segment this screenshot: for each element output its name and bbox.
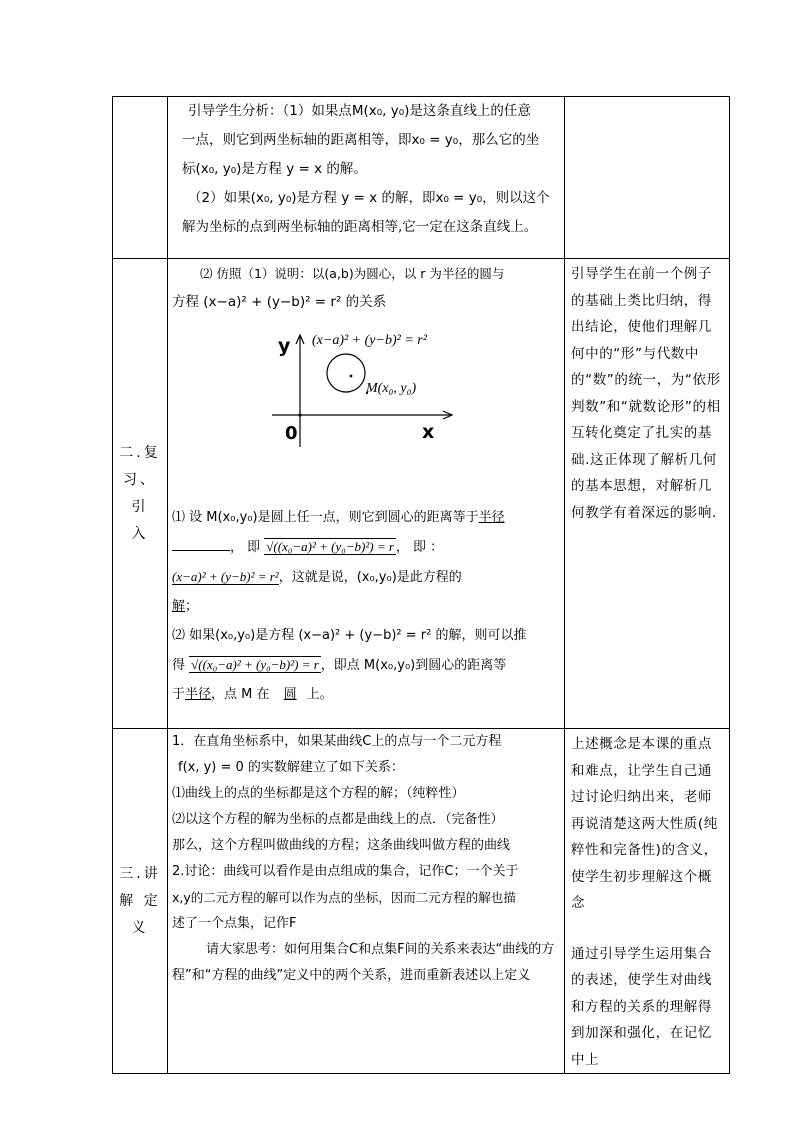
row1-line: （2）如果(x₀, y₀)是方程 y = x 的解，即x₀ = y₀，则以这个 xyxy=(188,190,550,206)
definition-line: 2.讨论：曲线可以看作是由点组成的集合，记作C；一个关于 xyxy=(172,864,519,879)
distance-formula-2: √((x₀−a)² + (y₀−b)²) = r xyxy=(191,657,319,672)
circle-formula: (x−a)² + (y−b)² = r² xyxy=(172,569,279,584)
circle-center xyxy=(350,375,353,378)
row1-line: 标(x₀, y₀)是方程 y = x 的解。 xyxy=(182,161,367,177)
lesson-plan-table xyxy=(112,96,730,1074)
row1-line: 一点，则它到两坐标轴的距离相等，即x₀ = y₀，那么它的坐 xyxy=(182,132,540,148)
row-review-intro xyxy=(113,259,730,729)
think-question: 请大家思考：如何用集合C和点集F间的关系来表达“曲线的方程”和“方程的曲线”定义中的两个关系，进而重新表述以上定义 xyxy=(172,942,555,983)
y-axis-label: y xyxy=(278,335,291,357)
proof-part-2: ⑵ 如果(x₀,y₀)是方程 (x−a)² + (y−b)² = r² 的解，则可以推 得 √((x₀−a)² + (y₀−b)²) = r ，即点 M(x₀,y₀)到圆心的距离等 于半径，点 M 在 圆 上。 xyxy=(172,628,527,702)
origin-label: 0 xyxy=(285,423,298,444)
row2-label-cell xyxy=(113,259,168,729)
row3-notes-cell xyxy=(565,729,730,1074)
definition-line: 1．在直角坐标系中，如果某曲线C上的点与一个二元方程 xyxy=(172,734,502,749)
teaching-notes: 上述概念是本课的重点和难点，让学生自己通过讨论归纳出来，老师再说清楚这两大性质(纯粹性和完备性)的含义，使学生初步理解这个概念 xyxy=(571,736,718,911)
teaching-notes: 通过引导学生运用集合的表述，使学生对曲线和方程的关系的理解得到加深和强化，在记忆中上 xyxy=(571,945,712,1068)
definition-line: x,y的二元方程的解可以作为点的坐标，因而二元方程的解也描 xyxy=(172,890,516,905)
blank-answer: 半径 xyxy=(478,510,505,525)
blank-answer: 解 xyxy=(172,599,186,614)
x-axis-label: x xyxy=(422,421,435,443)
circle xyxy=(327,354,365,392)
row-analysis xyxy=(113,97,730,259)
row1-line: 引导学生分析：（1）如果点M(x₀, y₀)是这条直线上的任意 xyxy=(188,103,531,119)
row2-content-cell xyxy=(168,259,565,729)
definition-line: 那么，这个方程叫做曲线的方程；这条曲线叫做方程的曲线 xyxy=(172,838,511,853)
distance-formula: √((x₀−a)² + (y₀−b)²) = r xyxy=(266,539,394,554)
definition-line: f(x, y) = 0 的实数解建立了如下关系： xyxy=(178,760,404,775)
blank-answer: 圆 xyxy=(283,687,297,702)
row2-notes-cell xyxy=(565,259,730,729)
intro-line: 方程 (x−a)² + (y−b)² = r² 的关系 xyxy=(172,294,387,310)
circle-graph xyxy=(172,317,560,507)
section-label: 二.复 习、引 入 xyxy=(119,444,161,542)
proof-part-1: ⑴ 设 M(x₀,y₀)是圆上任一点，则它到圆心的距离等于半径， 即 √((x₀−a)² + (y₀−b)²) = r ， 即 ： (x−a)² + (y−b)² = r²，这就是说，(x₀,y₀)是此方程的 解； xyxy=(172,510,505,614)
row1-line: 解为坐标的点到两坐标轴的距离相等,它一定在这条直线上。 xyxy=(182,219,538,235)
row3-content-cell xyxy=(168,729,565,1074)
point-m-label: M(x₀, y₀) xyxy=(366,381,417,396)
origin-dot xyxy=(298,413,301,416)
definition-line: ⑵以这个方程的解为坐标的点都是曲线上的点．（完备性） xyxy=(172,812,504,827)
row1-label-cell xyxy=(113,97,168,259)
row-definition xyxy=(113,729,730,1074)
definition-line: 述了一个点集，记作F xyxy=(172,916,297,931)
row1-notes-cell xyxy=(565,97,730,259)
section-label: 三.讲 解 定 义 xyxy=(119,865,161,936)
teaching-notes: 引导学生在前一个例子的基础上类比归纳，得出结论，使他们理解几何中的“形”与代数中的“数”的统一，为“依形判数”和“就数论形”的相互转化奠定了扎实的基础.这正体现了解析几何的基本思想，对解析几何教学有着深远的影响. xyxy=(571,266,721,521)
row1-content-cell xyxy=(168,97,565,259)
definition-line: ⑴曲线上的点的坐标都是这个方程的解；（纯粹性） xyxy=(172,786,465,801)
intro-line: ⑵ 仿照（1）说明：以(a,b)为圆心，以 r 为半径的圆与 xyxy=(200,266,505,281)
row3-label-cell xyxy=(113,729,168,1074)
circle-equation: (x−a)² + (y−b)² = r² xyxy=(312,333,427,348)
blank-answer: 半径 xyxy=(185,687,212,702)
